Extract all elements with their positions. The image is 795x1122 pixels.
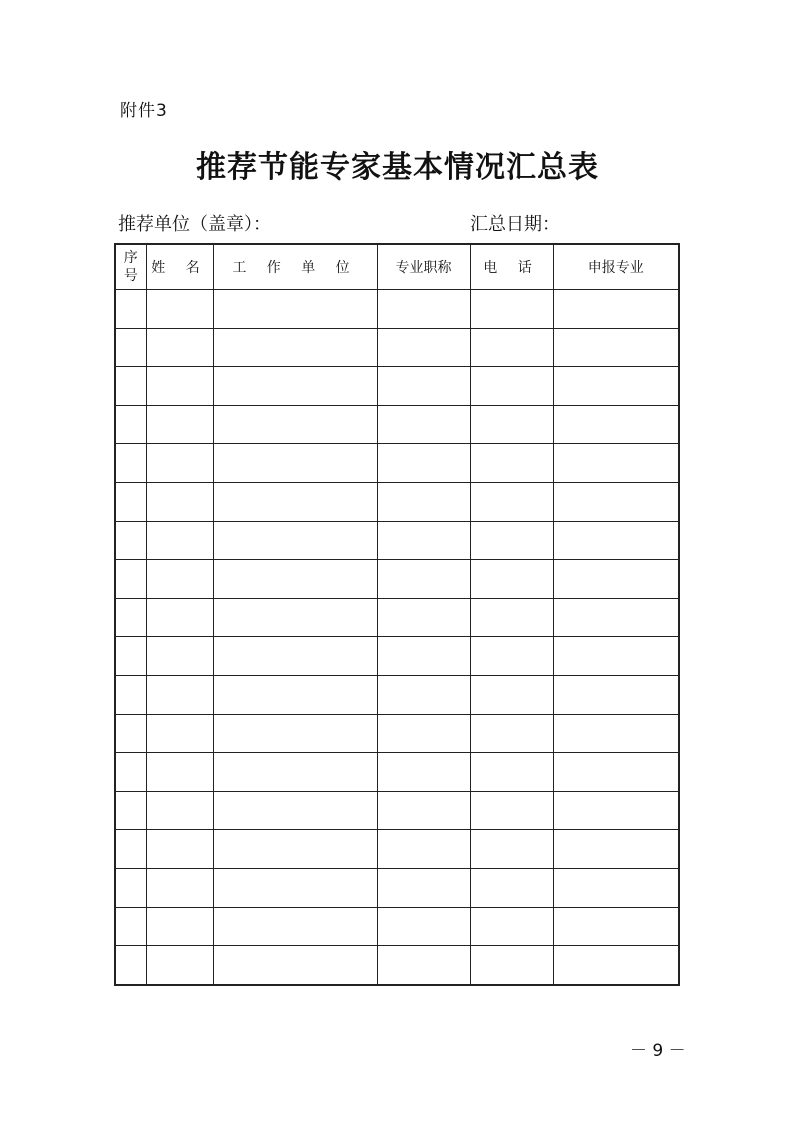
cell-declared-specialty: [553, 714, 679, 753]
cell-professional-title: [377, 290, 470, 329]
cell-phone: [470, 560, 553, 599]
cell-seq: [115, 521, 146, 560]
cell-professional-title: [377, 560, 470, 599]
cell-work-unit: [213, 791, 377, 830]
cell-work-unit: [213, 444, 377, 483]
cell-declared-specialty: [553, 946, 679, 985]
header-phone: 电 话: [470, 244, 553, 290]
cell-seq: [115, 290, 146, 329]
table-row: [115, 598, 679, 637]
cell-name: [146, 444, 213, 483]
cell-declared-specialty: [553, 753, 679, 792]
cell-name: [146, 598, 213, 637]
date-label: 汇总日期：: [470, 214, 560, 235]
cell-seq: [115, 830, 146, 869]
cell-phone: [470, 753, 553, 792]
cell-phone: [470, 328, 553, 367]
table-row: [115, 444, 679, 483]
table-row: [115, 830, 679, 869]
cell-work-unit: [213, 830, 377, 869]
table-row: [115, 791, 679, 830]
table-row: [115, 367, 679, 406]
cell-professional-title: [377, 868, 470, 907]
cell-work-unit: [213, 637, 377, 676]
cell-name: [146, 791, 213, 830]
cell-professional-title: [377, 405, 470, 444]
table-header-row: [115, 244, 679, 290]
cell-name: [146, 753, 213, 792]
table-row: [115, 907, 679, 946]
cell-phone: [470, 830, 553, 869]
cell-professional-title: [377, 714, 470, 753]
cell-declared-specialty: [553, 482, 679, 521]
cell-declared-specialty: [553, 328, 679, 367]
table-row: [115, 328, 679, 367]
cell-declared-specialty: [553, 868, 679, 907]
cell-seq: [115, 675, 146, 714]
table-row: [115, 482, 679, 521]
cell-seq: [115, 946, 146, 985]
cell-seq: [115, 482, 146, 521]
cell-phone: [470, 637, 553, 676]
cell-work-unit: [213, 367, 377, 406]
cell-phone: [470, 598, 553, 637]
cell-declared-specialty: [553, 521, 679, 560]
page-number: － 9 －: [630, 1041, 686, 1061]
cell-phone: [470, 907, 553, 946]
cell-seq: [115, 560, 146, 599]
cell-work-unit: [213, 328, 377, 367]
cell-seq: [115, 637, 146, 676]
cell-name: [146, 907, 213, 946]
recommender-label: 推荐单位（盖章）：: [118, 214, 271, 235]
cell-work-unit: [213, 868, 377, 907]
table-row: [115, 290, 679, 329]
cell-seq: [115, 444, 146, 483]
header-work-unit: 工 作 单 位: [213, 244, 377, 290]
cell-phone: [470, 868, 553, 907]
cell-seq: [115, 405, 146, 444]
header-declared-specialty: 申报专业: [553, 244, 679, 290]
cell-work-unit: [213, 675, 377, 714]
cell-name: [146, 290, 213, 329]
table-row: [115, 405, 679, 444]
table-row: [115, 868, 679, 907]
cell-declared-specialty: [553, 444, 679, 483]
cell-declared-specialty: [553, 598, 679, 637]
cell-professional-title: [377, 444, 470, 483]
cell-seq: [115, 868, 146, 907]
table-body: [115, 290, 679, 985]
table-row: [115, 560, 679, 599]
cell-work-unit: [213, 521, 377, 560]
cell-phone: [470, 290, 553, 329]
cell-name: [146, 714, 213, 753]
cell-seq: [115, 328, 146, 367]
cell-work-unit: [213, 560, 377, 599]
cell-declared-specialty: [553, 830, 679, 869]
cell-phone: [470, 367, 553, 406]
cell-phone: [470, 405, 553, 444]
cell-work-unit: [213, 290, 377, 329]
header-seq: 序号: [115, 244, 146, 290]
cell-seq: [115, 753, 146, 792]
cell-name: [146, 868, 213, 907]
cell-work-unit: [213, 598, 377, 637]
cell-phone: [470, 444, 553, 483]
cell-phone: [470, 714, 553, 753]
cell-work-unit: [213, 714, 377, 753]
table-row: [115, 675, 679, 714]
experts-summary-table: [114, 243, 680, 986]
cell-name: [146, 405, 213, 444]
cell-declared-specialty: [553, 675, 679, 714]
cell-declared-specialty: [553, 637, 679, 676]
cell-name: [146, 482, 213, 521]
cell-work-unit: [213, 482, 377, 521]
cell-name: [146, 560, 213, 599]
cell-declared-specialty: [553, 367, 679, 406]
cell-phone: [470, 521, 553, 560]
cell-declared-specialty: [553, 560, 679, 599]
page-title: 推荐节能专家基本情况汇总表: [196, 150, 599, 185]
cell-professional-title: [377, 328, 470, 367]
table-row: [115, 753, 679, 792]
cell-professional-title: [377, 521, 470, 560]
cell-declared-specialty: [553, 907, 679, 946]
cell-professional-title: [377, 482, 470, 521]
cell-name: [146, 675, 213, 714]
cell-work-unit: [213, 946, 377, 985]
cell-declared-specialty: [553, 791, 679, 830]
cell-name: [146, 830, 213, 869]
cell-phone: [470, 675, 553, 714]
cell-professional-title: [377, 675, 470, 714]
table-row: [115, 714, 679, 753]
cell-name: [146, 367, 213, 406]
cell-name: [146, 328, 213, 367]
cell-phone: [470, 791, 553, 830]
table-row: [115, 637, 679, 676]
cell-professional-title: [377, 598, 470, 637]
cell-professional-title: [377, 753, 470, 792]
cell-professional-title: [377, 367, 470, 406]
cell-phone: [470, 482, 553, 521]
cell-name: [146, 521, 213, 560]
cell-professional-title: [377, 946, 470, 985]
cell-work-unit: [213, 753, 377, 792]
cell-professional-title: [377, 830, 470, 869]
cell-seq: [115, 791, 146, 830]
cell-work-unit: [213, 907, 377, 946]
table-row: [115, 946, 679, 985]
cell-name: [146, 637, 213, 676]
header-name: 姓 名: [146, 244, 213, 290]
cell-declared-specialty: [553, 405, 679, 444]
cell-name: [146, 946, 213, 985]
table-row: [115, 521, 679, 560]
cell-phone: [470, 946, 553, 985]
cell-seq: [115, 907, 146, 946]
cell-professional-title: [377, 791, 470, 830]
cell-seq: [115, 367, 146, 406]
cell-work-unit: [213, 405, 377, 444]
attachment-label: 附件3: [120, 101, 168, 121]
cell-declared-specialty: [553, 290, 679, 329]
cell-seq: [115, 598, 146, 637]
header-professional-title: 专业职称: [377, 244, 470, 290]
cell-professional-title: [377, 907, 470, 946]
cell-seq: [115, 714, 146, 753]
cell-professional-title: [377, 637, 470, 676]
